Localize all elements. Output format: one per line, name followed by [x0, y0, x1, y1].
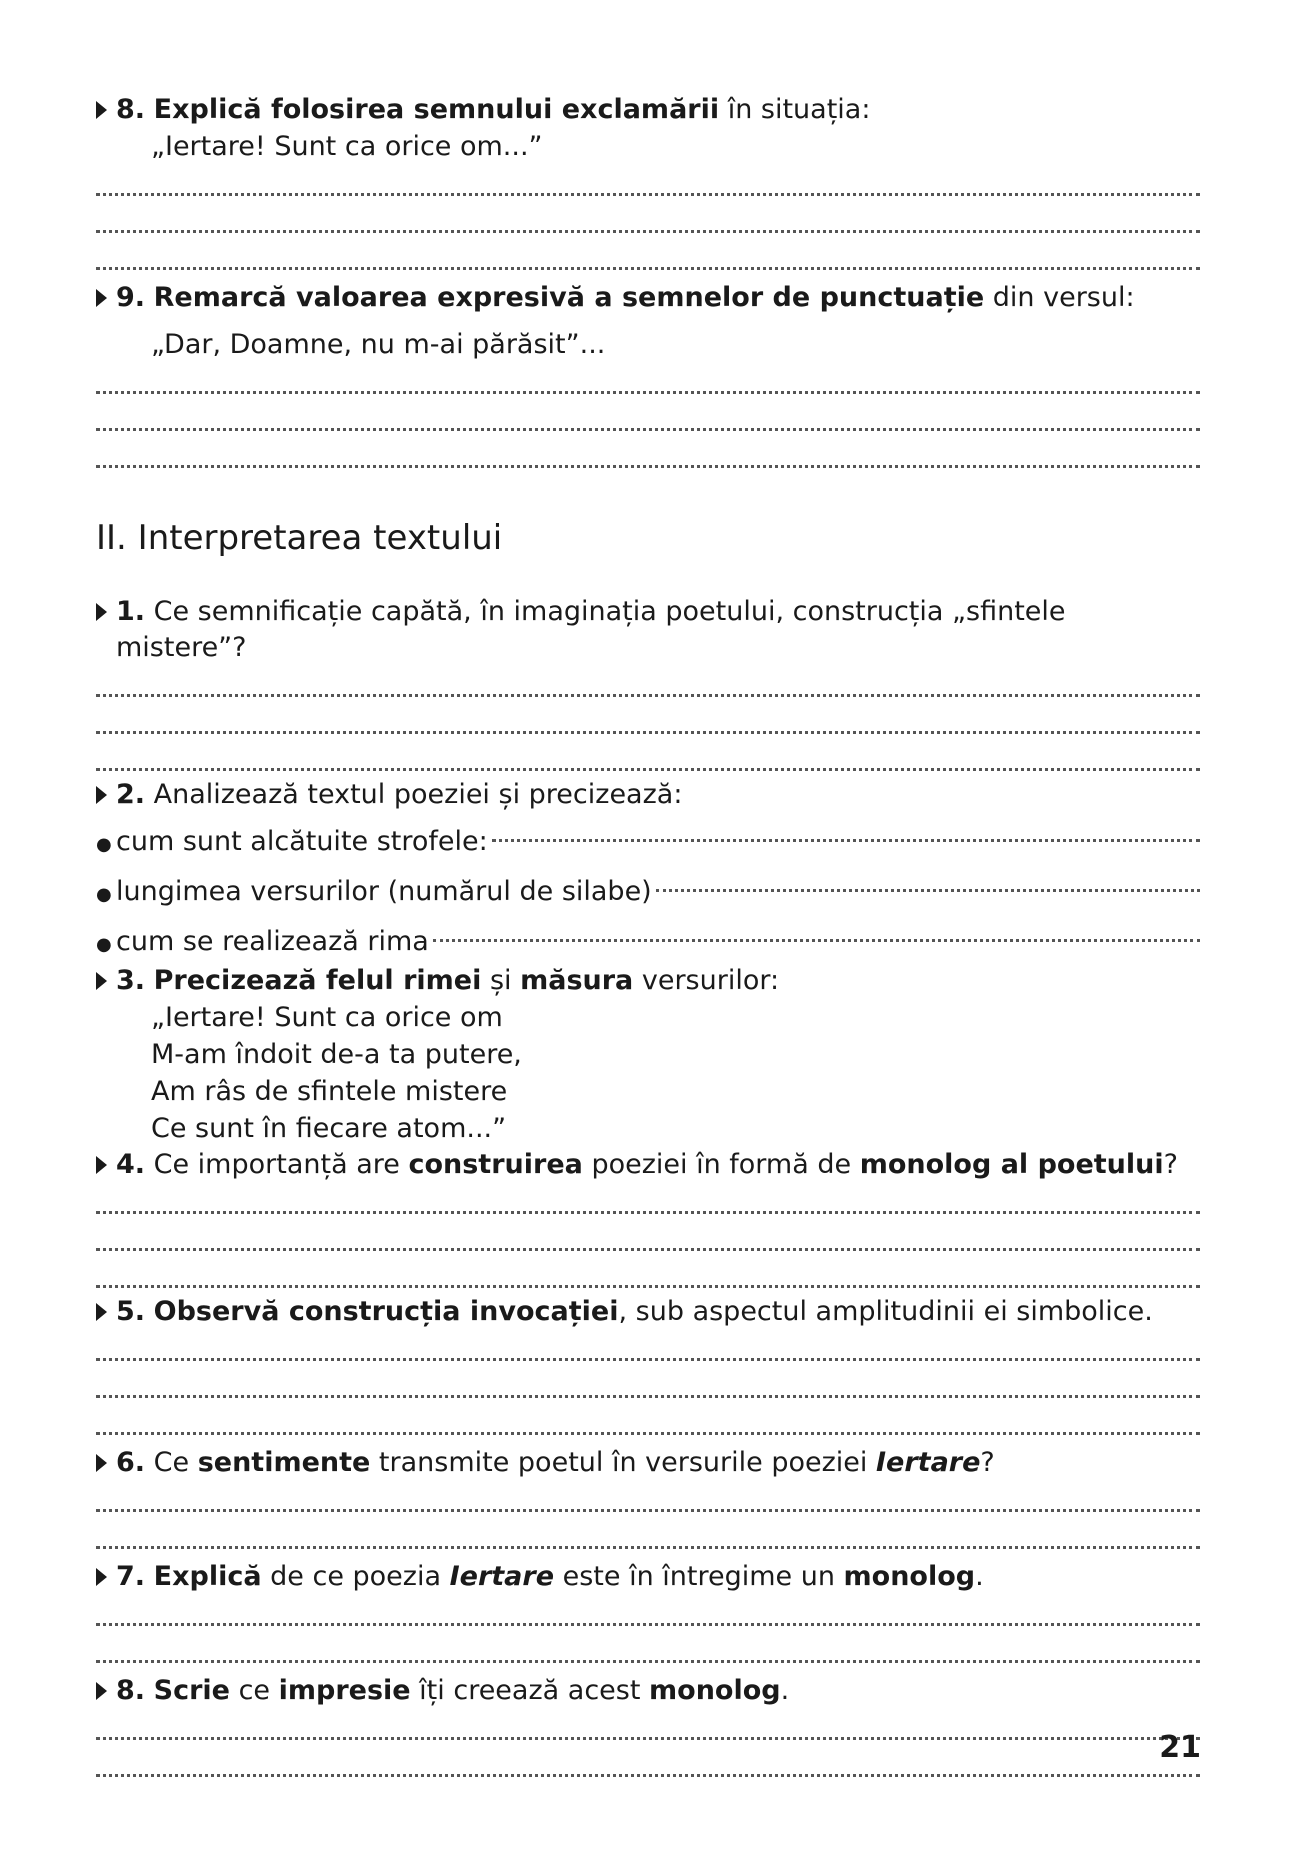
triangle-bullet-icon: [96, 1454, 107, 1472]
bullet-text: lungimea versurilor (numărul de silabe): [116, 876, 652, 907]
answer-line[interactable]: [96, 400, 1200, 437]
question-7: [96, 1559, 1200, 1595]
question-number: 1.: [116, 596, 146, 627]
triangle-bullet-icon: [96, 289, 107, 307]
answer-line[interactable]: [492, 813, 1200, 850]
question-number: 3.: [116, 965, 146, 996]
question-text: , sub aspectul amplitudinii ei simbolice.: [618, 1296, 1153, 1327]
answer-line[interactable]: [96, 1518, 1200, 1555]
question-text: Ce semnificație capătă, în imaginația poetului, construcția „sfintele mistere”?: [116, 596, 1066, 663]
answer-line[interactable]: [96, 165, 1200, 202]
question-2: [96, 777, 1200, 813]
bullet-text: cum sunt alcătuite strofele:: [116, 826, 488, 857]
question-bold-text: Explică: [153, 1561, 262, 1592]
question-bold-text: monolog: [843, 1561, 976, 1592]
answer-line[interactable]: [96, 740, 1200, 777]
question-3: [96, 963, 1200, 999]
question-9-top: [96, 280, 1200, 316]
answer-line[interactable]: [96, 1632, 1200, 1669]
answer-line[interactable]: [96, 239, 1200, 276]
answer-line[interactable]: [96, 1404, 1200, 1441]
question-text: ?: [1163, 1149, 1178, 1180]
question-bold-text: impresie: [278, 1675, 411, 1706]
question-number: 2.: [116, 779, 146, 810]
answer-line[interactable]: [433, 913, 1200, 950]
bullet-text: cum se realizează rima: [116, 926, 429, 957]
question-bold-text: sentimente: [197, 1447, 371, 1478]
question-5: [96, 1294, 1200, 1330]
section-title: II. Interpretarea textului: [96, 518, 503, 558]
triangle-bullet-icon: [96, 1156, 107, 1174]
question-text: îți creează acest: [410, 1675, 650, 1706]
question-1: [96, 594, 1200, 666]
question-text: din versul:: [984, 282, 1135, 313]
verse-line: M-am îndoit de-a ta putere,: [151, 1039, 522, 1070]
question-bold-text: Scrie: [153, 1675, 230, 1706]
question-text: de ce poezia: [261, 1561, 450, 1592]
question-bold-text: Explică folosirea semnului exclamării: [153, 94, 720, 125]
answer-line[interactable]: [96, 1367, 1200, 1404]
answer-line[interactable]: [96, 1746, 1200, 1783]
verse-line: Am râs de sfintele mistere: [151, 1076, 508, 1107]
question-text: .: [780, 1675, 790, 1706]
question-bold-text: măsura: [520, 965, 634, 996]
worksheet-page: [96, 92, 1200, 1783]
answer-line[interactable]: [96, 437, 1200, 474]
quote-line: „Dar, Doamne, nu m-ai părăsit”...: [151, 329, 606, 360]
verse-line: Ce sunt în fiecare atom...”: [151, 1113, 507, 1144]
triangle-bullet-icon: [96, 1682, 107, 1700]
triangle-bullet-icon: [96, 972, 107, 990]
question-number: 4.: [116, 1149, 146, 1180]
question-number: 5.: [116, 1296, 146, 1327]
page-number: 21: [1159, 1730, 1201, 1765]
triangle-bullet-icon: [96, 101, 107, 119]
bullet-item: [96, 813, 1200, 863]
question-text: versurilor:: [633, 965, 780, 996]
question-4: [96, 1147, 1200, 1183]
question-number: 9.: [116, 282, 146, 313]
triangle-bullet-icon: [96, 1568, 107, 1586]
question-number: 8.: [116, 94, 146, 125]
question-bold-text: monolog al poetului: [859, 1149, 1164, 1180]
bullet-dot-icon: ●: [96, 884, 112, 905]
question-text: .: [975, 1561, 984, 1592]
answer-line[interactable]: [96, 202, 1200, 239]
verse-line: „Iertare! Sunt ca orice om: [151, 1002, 503, 1033]
bullet-dot-icon: ●: [96, 834, 112, 855]
question-8-top: [96, 92, 1200, 128]
triangle-bullet-icon: [96, 603, 107, 621]
quote-line: „Iertare! Sunt ca orice om...”: [151, 131, 543, 162]
answer-line[interactable]: [96, 1595, 1200, 1632]
question-bold-text: Remarcă valoarea expresivă a semnelor de punctuație: [153, 282, 985, 313]
answer-line[interactable]: [96, 1709, 1200, 1746]
question-text: în situația:: [719, 94, 871, 125]
answer-line[interactable]: [96, 1220, 1200, 1257]
question-bold-text: Precizează felul rimei: [153, 965, 482, 996]
question-bold-text: Observă construcția invocației: [153, 1296, 619, 1327]
poem-title: Iertare: [875, 1447, 981, 1478]
bullet-item: [96, 913, 1200, 963]
question-text: poeziei în formă de: [582, 1149, 860, 1180]
question-text: ?: [980, 1447, 995, 1478]
answer-line[interactable]: [96, 703, 1200, 740]
bullet-item: [96, 863, 1200, 913]
question-8: [96, 1673, 1200, 1709]
question-text: și: [481, 965, 521, 996]
question-number: 7.: [116, 1561, 146, 1592]
answer-line[interactable]: [96, 1481, 1200, 1518]
triangle-bullet-icon: [96, 786, 107, 804]
poem-title: Iertare: [449, 1561, 555, 1592]
question-number: 6.: [116, 1447, 146, 1478]
answer-line[interactable]: [96, 666, 1200, 703]
bullet-dot-icon: ●: [96, 934, 112, 955]
triangle-bullet-icon: [96, 1303, 107, 1321]
answer-line[interactable]: [96, 1257, 1200, 1294]
question-text: Ce: [145, 1447, 198, 1478]
question-text: este în întregime un: [554, 1561, 844, 1592]
answer-line[interactable]: [96, 1183, 1200, 1220]
answer-line[interactable]: [96, 1330, 1200, 1367]
question-bold-text: construirea: [408, 1149, 583, 1180]
answer-line[interactable]: [96, 363, 1200, 400]
question-text: transmite poetul în versurile poeziei: [370, 1447, 876, 1478]
question-text: ce: [229, 1675, 279, 1706]
question-text: Analizează textul poeziei și precizează:: [145, 779, 683, 810]
question-number: 8.: [116, 1675, 146, 1706]
answer-line[interactable]: [656, 863, 1200, 900]
question-text: Ce importanță are: [145, 1149, 409, 1180]
question-bold-text: monolog: [649, 1675, 781, 1706]
question-6: [96, 1445, 1200, 1481]
